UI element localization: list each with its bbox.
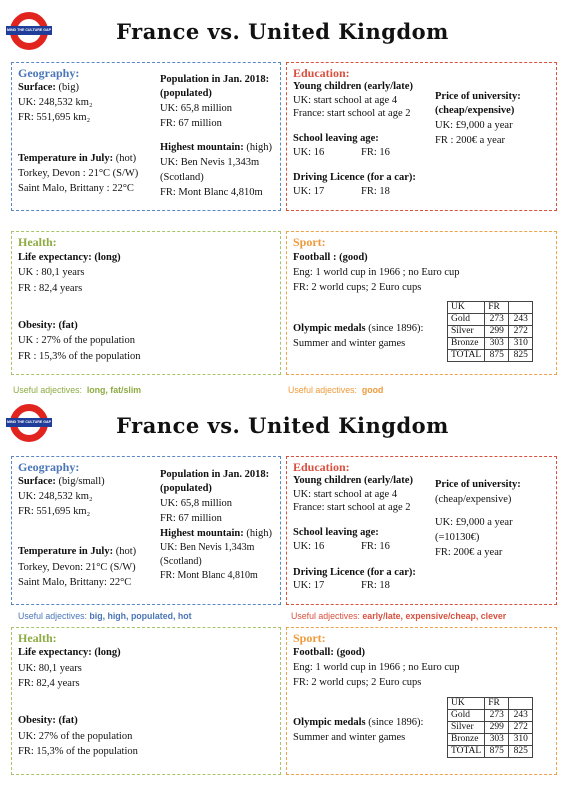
mountain-uk-region: (Scotland) [160,556,202,567]
mountain-uk-region: (Scotland) [160,172,204,183]
olympic-subtitle: Summer and winter games [293,732,406,743]
mountain-label: Highest mountain: [160,528,244,539]
useful-adjectives-sport [288,385,383,395]
mountain-fr: FR: Mont Blanc 4,810m [160,570,258,581]
page-title: France vs. United Kingdom [116,413,449,438]
medal-fr: 243 [509,710,533,722]
university-price-conversion: (=10130€) [435,532,480,543]
useful-label: Useful adjectives: [288,385,357,395]
table-row [448,746,533,758]
driving-licence-fr: FR: 18 [361,580,390,591]
olympic-label-line [293,322,423,336]
young-children-label: Young children (early/late) [293,81,413,92]
life-expectancy-label: Life expectancy: (long) [18,647,121,658]
surface-label-line [18,475,105,489]
surface-label: Surface: [18,476,56,487]
table-row [448,722,533,734]
obesity-label: Obesity: (fat) [18,320,78,331]
uk-population: UK: 65,8 million [160,103,233,114]
medal-fr: 310 [509,338,533,350]
young-children-fr: France: start school at age 2 [293,108,411,119]
useful-label: Useful adjectives: [18,611,87,621]
medal-label: Silver [448,326,485,338]
mountain-label-line [160,141,272,155]
medal-uk: 299 [485,326,509,338]
mountain-uk: UK: Ben Nevis 1,343m [160,157,260,168]
medal-header-fr: FR [485,698,509,710]
logo-bar-text: MIND THE CULTURE GAP [6,26,52,35]
medal-uk: 875 [485,350,509,362]
life-expectancy-fr: FR : 82,4 years [18,283,83,294]
medal-header-fr: FR [485,302,509,314]
football-fr: FR: 2 world cups; 2 Euro cups [293,677,422,688]
population-adjective: (populated) [160,483,212,494]
obesity-label: Obesity: (fat) [18,715,78,726]
mountain-uk: UK: Ben Nevis 1,343m [160,542,255,553]
table-row [448,710,533,722]
medal-label: Silver [448,722,485,734]
page-title: France vs. United Kingdom [116,19,449,44]
useful-adjectives-geography [18,611,192,621]
temperature-uk: Torkey, Devon: 21°C (S/W) [18,562,136,573]
medal-label: Bronze [448,338,485,350]
medal-fr: 825 [509,746,533,758]
obesity-uk: UK : 27% of the population [18,335,135,346]
obesity-uk: UK: 27% of the population [18,731,133,742]
medal-table [447,697,533,758]
young-children-fr: France: start school at age 2 [293,502,411,513]
medal-fr: 272 [509,722,533,734]
university-price-label: Price of university: [435,479,521,490]
football-fr: FR: 2 world cups; 2 Euro cups [293,282,422,293]
university-price-adjective: (cheap/expensive) [435,494,512,505]
health-heading: Health: [18,235,57,249]
useful-adjectives-education [291,611,506,621]
temperature-label: Temperature in July: [18,153,114,164]
driving-licence-uk: UK: 17 [293,580,325,591]
medal-uk: 875 [485,746,509,758]
leaving-age-uk: UK: 16 [293,541,325,552]
mountain-label: Highest mountain: [160,142,244,153]
football-eng: Eng: 1 world cup in 1966 ; no Euro cup [293,267,460,278]
football-eng: Eng: 1 world cup in 1966 ; no Euro cup [293,662,460,673]
medal-uk: 303 [485,734,509,746]
leaving-age-uk: UK: 16 [293,147,325,158]
surface-label: Surface: [18,82,56,93]
life-expectancy-uk: UK: 80,1 years [18,663,82,674]
temperature-label-line [18,152,136,166]
fr-surface: FR: 551,695 km₂ [18,506,91,517]
obesity-fr: FR: 15,3% of the population [18,746,138,757]
olympic-label-line [293,716,423,730]
medal-label: Bronze [448,734,485,746]
medal-uk: 303 [485,338,509,350]
leaving-age-label: School leaving age: [293,527,379,538]
medal-fr: 243 [509,314,533,326]
young-children-label: Young children (early/late) [293,475,413,486]
driving-licence-uk: UK: 17 [293,186,325,197]
education-heading: Education: [293,66,350,80]
university-price-label: Price of university: [435,91,521,102]
surface-adjective: (big/small) [55,476,105,487]
mountain-label-line [160,527,272,541]
temperature-adjective: (hot) [113,546,137,557]
table-row [448,338,533,350]
population-label: Population in Jan. 2018: [160,469,270,480]
population-label: Population in Jan. 2018: [160,74,270,85]
medal-label: TOTAL [448,350,485,362]
olympic-since: (since 1896): [365,717,424,728]
medal-fr: 825 [509,350,533,362]
sport-heading: Sport: [293,235,326,249]
university-price-fr: FR: 200€ a year [435,547,503,558]
olympic-since: (since 1896): [365,323,424,334]
olympic-subtitle: Summer and winter games [293,338,406,349]
surface-adjective: (big) [55,82,79,93]
surface-label-line [18,81,79,95]
medal-table [447,301,533,362]
fr-population: FR: 67 million [160,118,222,129]
table-row [448,734,533,746]
health-heading: Health: [18,631,57,645]
football-label: Football : (good) [293,252,368,263]
medal-header-empty [509,698,533,710]
geography-heading: Geography: [18,66,80,80]
useful-adjectives-health [13,385,141,395]
medal-header-uk: UK [448,698,485,710]
fr-population: FR: 67 million [160,513,222,524]
driving-licence-fr: FR: 18 [361,186,390,197]
geography-heading: Geography: [18,460,80,474]
population-adjective: (populated) [160,88,212,99]
uk-surface: UK: 248,532 km₂ [18,491,93,502]
temperature-fr: Saint Malo, Brittany: 22°C [18,577,132,588]
medal-uk: 273 [485,314,509,326]
temperature-fr: Saint Malo, Brittany : 22°C [18,183,134,194]
driving-licence-label: Driving Licence (for a car): [293,567,416,578]
leaving-age-fr: FR: 16 [361,541,390,552]
young-children-uk: UK: start school at age 4 [293,95,398,106]
medal-uk: 299 [485,722,509,734]
medal-label: Gold [448,314,485,326]
football-label: Football: (good) [293,647,366,658]
mountain-adjective: (high) [243,528,273,539]
medal-label: TOTAL [448,746,485,758]
life-expectancy-fr: FR: 82,4 years [18,678,80,689]
logo-bar-text: MIND THE CULTURE GAP [6,418,52,427]
university-price-fr: FR : 200€ a year [435,135,505,146]
useful-label: Useful adjectives: [291,611,360,621]
temperature-label-line [18,545,136,559]
mountain-adjective: (high) [243,142,273,153]
leaving-age-fr: FR: 16 [361,147,390,158]
medal-header-empty [509,302,533,314]
uk-population: UK: 65,8 million [160,498,233,509]
obesity-fr: FR : 15,3% of the population [18,351,141,362]
temperature-adjective: (hot) [113,153,137,164]
useful-words: good [361,385,384,395]
medal-uk: 273 [485,710,509,722]
table-row [448,350,533,362]
medal-fr: 310 [509,734,533,746]
table-row [448,326,533,338]
mountain-fr: FR: Mont Blanc 4,810m [160,187,263,198]
fr-surface: FR: 551,695 km₂ [18,112,91,123]
life-expectancy-label: Life expectancy: (long) [18,252,121,263]
useful-label: Useful adjectives: [13,385,82,395]
olympic-label: Olympic medals [293,323,366,334]
table-row [448,314,533,326]
university-price-uk: UK: £9,000 a year [435,517,513,528]
medal-header-uk: UK [448,302,485,314]
medal-label: Gold [448,710,485,722]
life-expectancy-uk: UK : 80,1 years [18,267,85,278]
leaving-age-label: School leaving age: [293,133,379,144]
useful-words: early/late, expensive/cheap, clever [362,611,507,621]
sport-heading: Sport: [293,631,326,645]
table-row [448,698,533,710]
university-price-uk: UK: £9,000 a year [435,120,513,131]
university-price-adjective: (cheap/expensive) [435,105,515,116]
driving-licence-label: Driving Licence (for a car): [293,172,416,183]
uk-surface: UK: 248,532 km₂ [18,97,93,108]
olympic-label: Olympic medals [293,717,366,728]
useful-words: long, fat/slim [86,385,142,395]
temperature-label: Temperature in July: [18,546,114,557]
useful-words: big, high, populated, hot [89,611,192,621]
medal-fr: 272 [509,326,533,338]
temperature-uk: Torkey, Devon : 21°C (S/W) [18,168,139,179]
table-row [448,302,533,314]
education-heading: Education: [293,460,350,474]
young-children-uk: UK: start school at age 4 [293,489,398,500]
